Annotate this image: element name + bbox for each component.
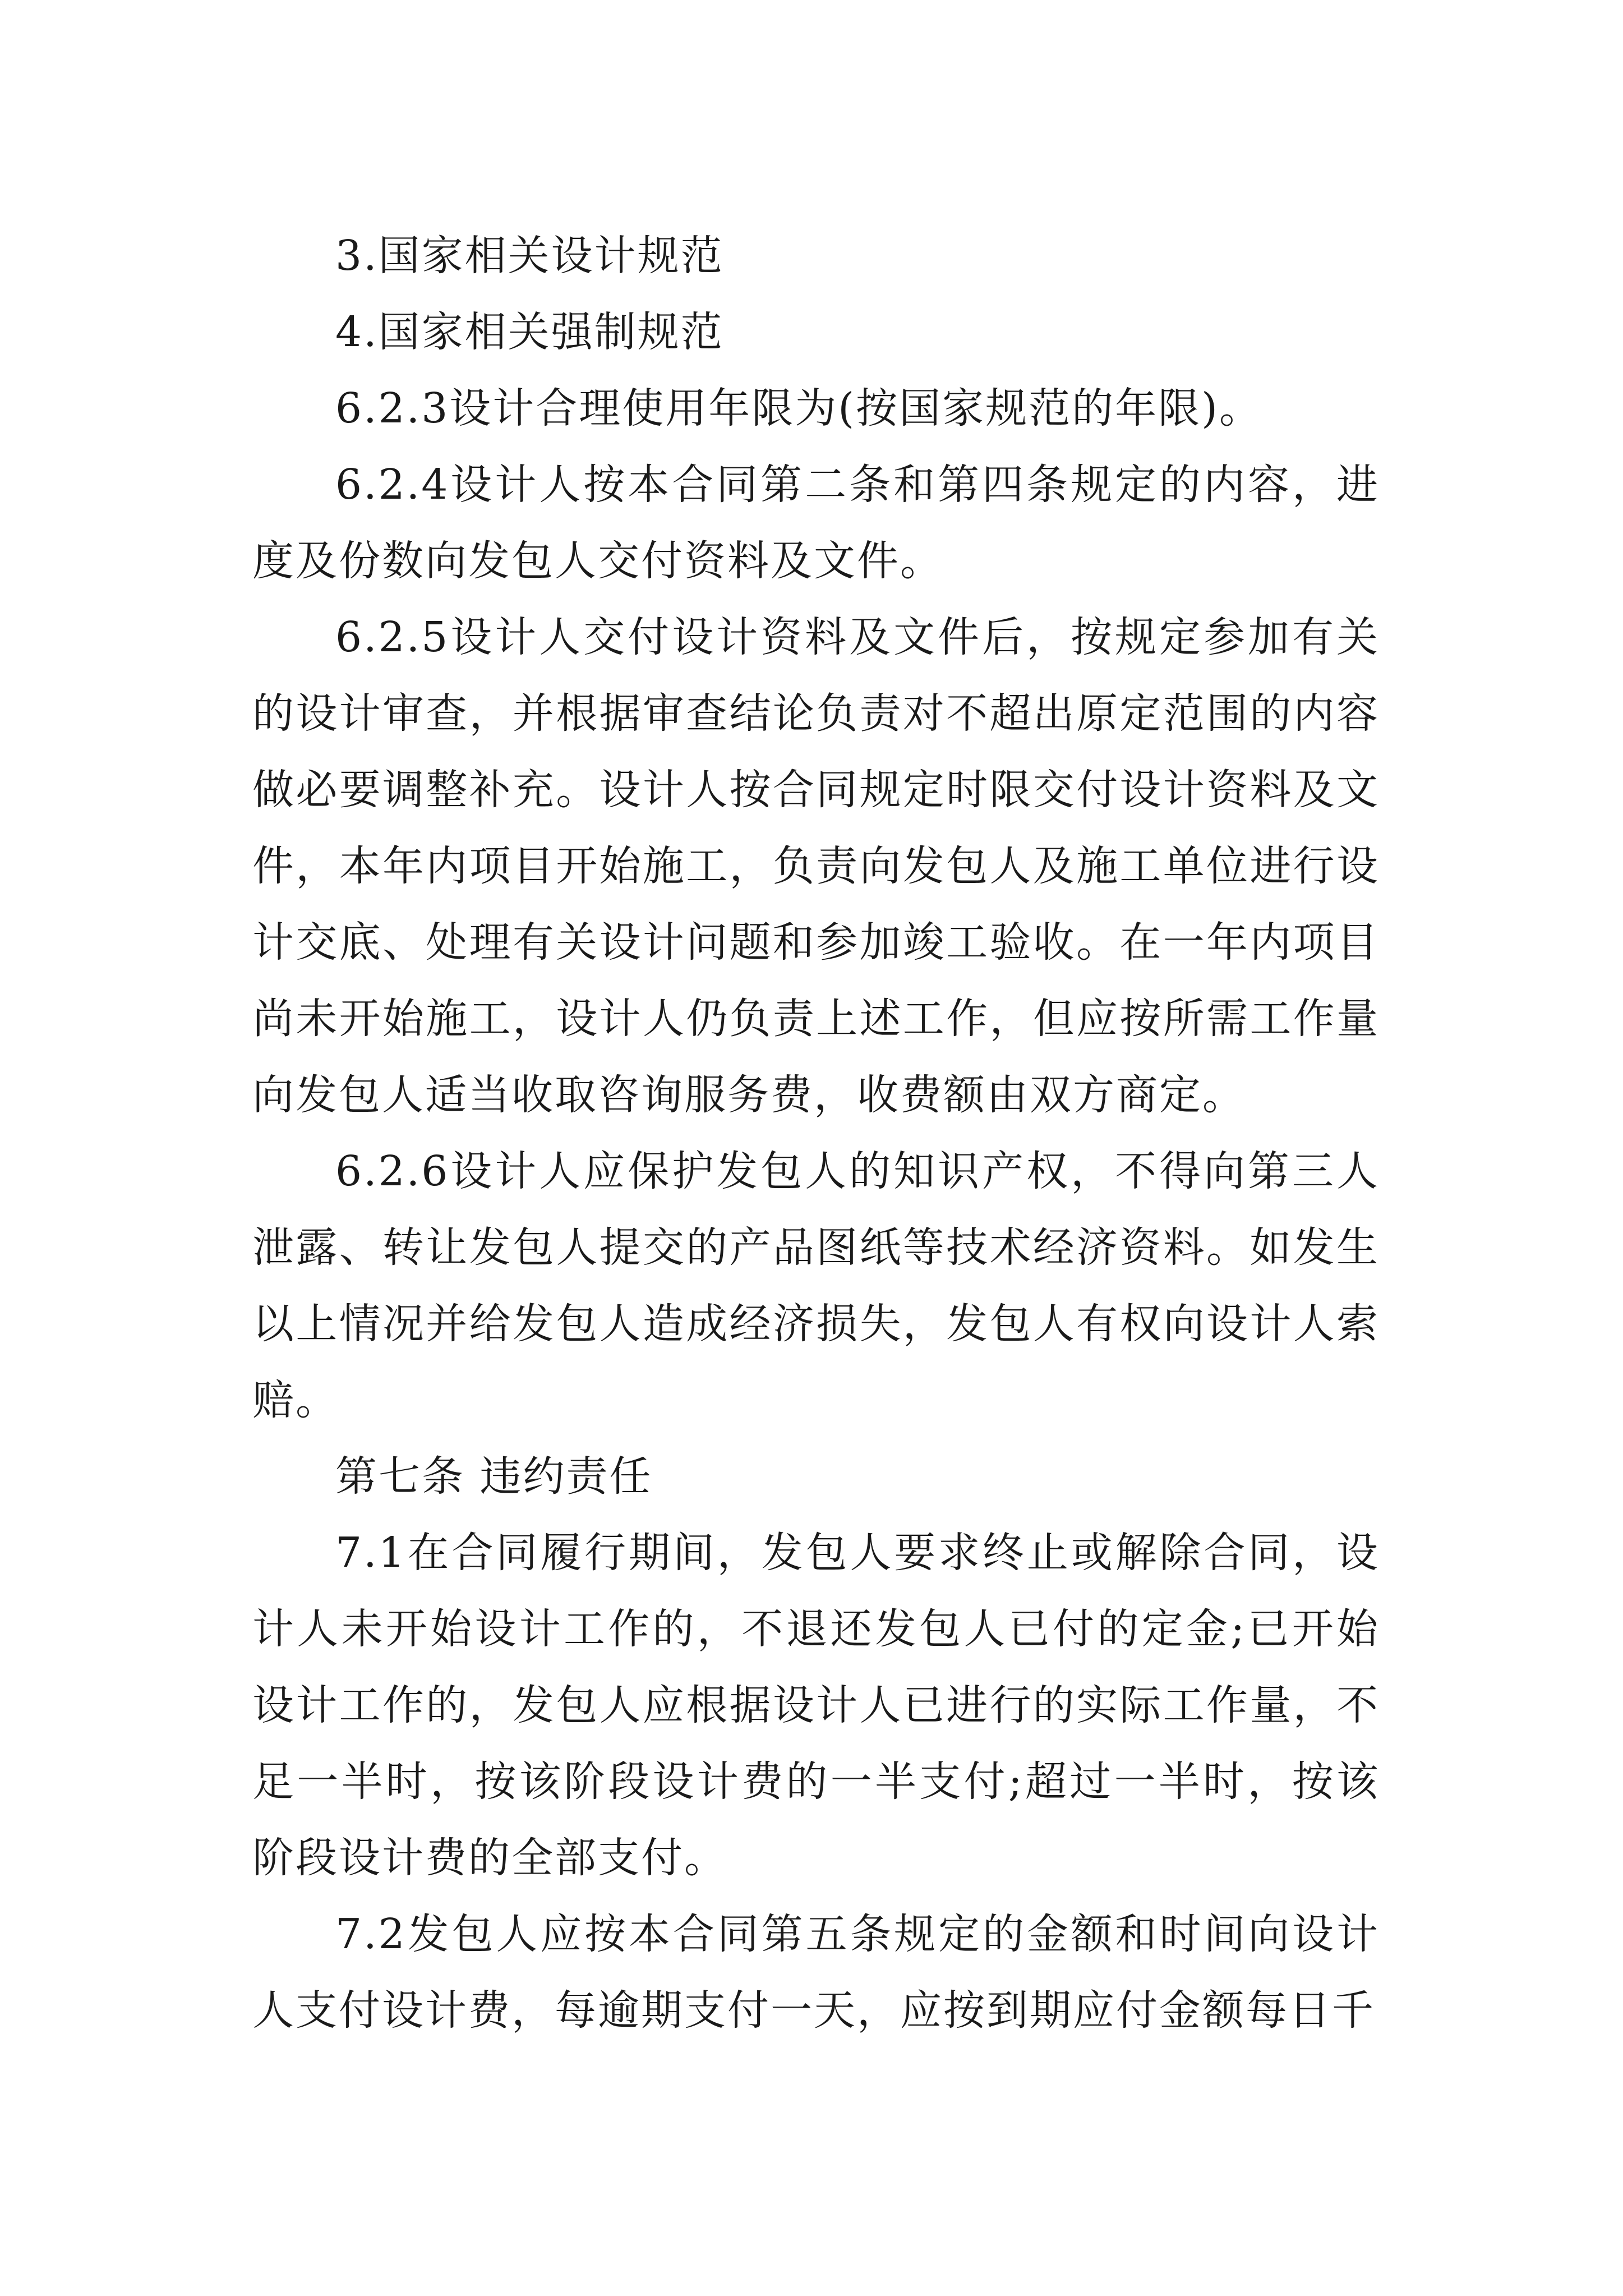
clause-7-2: 7.2发包人应按本合同第五条规定的金额和时间向设计人支付设计费，每逾期支付一天，应按到期应付金额每日千 bbox=[252, 1910, 1380, 2035]
list-item-4: 4.国家相关强制规范 bbox=[335, 308, 724, 356]
document-body bbox=[252, 218, 1380, 2049]
clause-6-2-6: 6.2.6设计人应保护发包人的知识产权，不得向第三人泄露、转让发包人提交的产品图纸等技术经济资料。如发生以上情况并给发包人造成经济损失，发包人有权向设计人索赔。 bbox=[252, 1147, 1380, 1424]
clause-7-1: 7.1在合同履行期间，发包人要求终止或解除合同，设计人未开始设计工作的，不退还发包人已付的定金;已开始设计工作的，发包人应根据设计人已进行的实际工作量，不足一半时，按该阶段设计费的一半支付;超过一半时，按该阶段设计费的全部支付。 bbox=[252, 1529, 1380, 1882]
clause-6-2-4: 6.2.4设计人按本合同第二条和第四条规定的内容，进度及份数向发包人交付资料及文件。 bbox=[252, 461, 1380, 585]
clause-6-2-3: 6.2.3设计合理使用年限为(按国家规范的年限)。 bbox=[335, 384, 1263, 432]
section-heading-article-7: 第七条 违约责任 bbox=[335, 1452, 653, 1501]
clause-6-2-5: 6.2.5设计人交付设计资料及文件后，按规定参加有关的设计审查，并根据审查结论负责对不超出原定范围的内容做必要调整补充。设计人按合同规定时限交付设计资料及文件，本年内项目开始施工，负责向发包人及施工单位进行设计交底、处理有关设计问题和参加竣工验收。在一年内项目尚未开始施工，设计人仍负责上述工作，但应按所需工作量向发包人适当收取咨询服务费，收费额由双方商定。 bbox=[252, 613, 1380, 1119]
list-item-3: 3.国家相关设计规范 bbox=[335, 232, 724, 280]
